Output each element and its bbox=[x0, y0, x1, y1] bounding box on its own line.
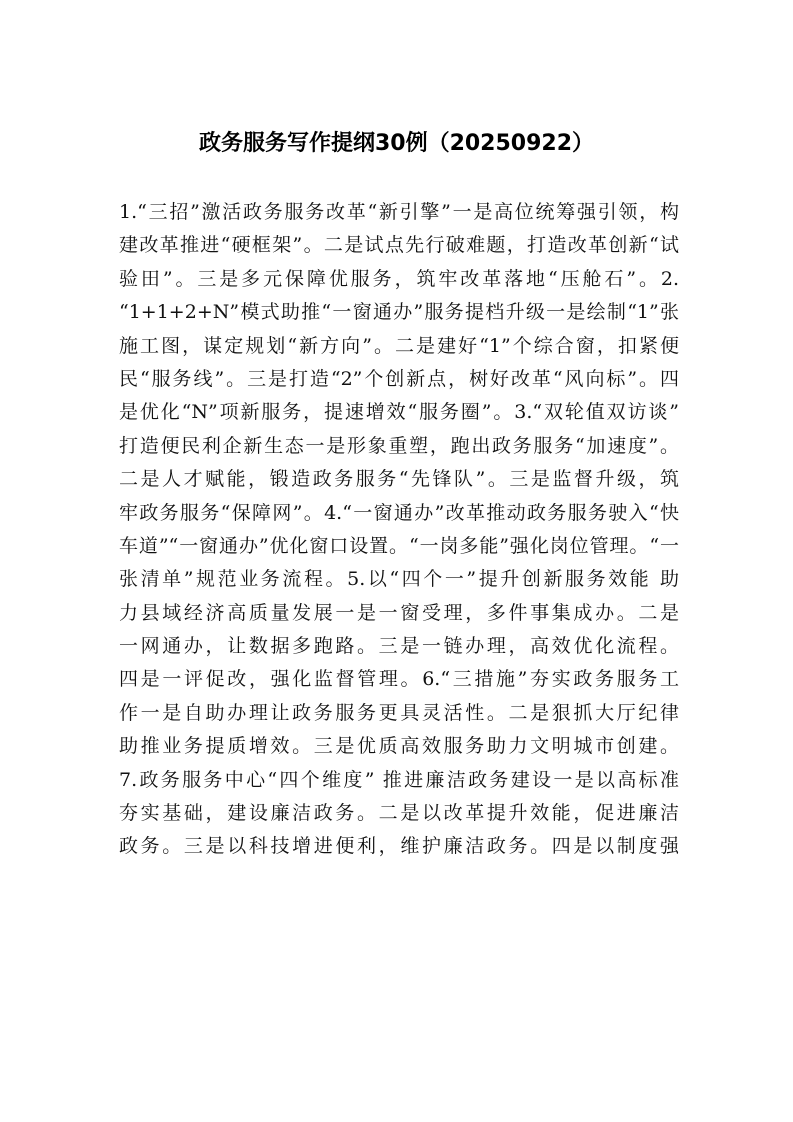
body-line: 力县域经济高质量发展一是一窗受理，多件事集成办。二是 bbox=[119, 601, 679, 624]
body-line: 施工图，谋定规划“新方向”。二是建好“1”个综合窗，扣紧便 bbox=[119, 334, 679, 357]
body-line: 助推业务提质增效。三是优质高效服务助力文明城市创建。 bbox=[119, 735, 679, 758]
body-line: “1+1+2+N”模式助推“一窗通办”服务提档升级一是绘制“1”张 bbox=[119, 301, 679, 324]
body-line: 1.“三招”激活政务服务改革“新引擎”一是高位统筹强引领，构 bbox=[119, 201, 679, 223]
document-body bbox=[119, 196, 679, 864]
body-line: 二是人才赋能，锻造政务服务“先锋队”。三是监督升级，筑 bbox=[119, 468, 679, 491]
body-line: 作一是自助办理让政务服务更具灵活性。二是狠抓大厅纪律 bbox=[119, 701, 679, 724]
body-line: 建改革推进“硬框架”。二是试点先行破难题，打造改革创新“试 bbox=[119, 234, 679, 257]
document-title: 政务服务写作提纲30例（20250922） bbox=[198, 131, 595, 156]
body-line: 牢政务服务“保障网”。4.“一窗通办”改革推动政务服务驶入“快 bbox=[119, 501, 679, 524]
body-line: 车道”“一窗通办”优化窗口设置。“一岗多能”强化岗位管理。“一 bbox=[119, 534, 679, 557]
body-line: 是优化“N”项新服务，提速增效“服务圈”。3.“双轮值双访谈” bbox=[119, 401, 679, 424]
body-line: 张清单”规范业务流程。5.以“四个一”提升创新服务效能 助 bbox=[119, 568, 679, 591]
body-line: 四是一评促改，强化监督管理。6.“三措施”夯实政务服务工 bbox=[119, 668, 679, 691]
body-line: 夯实基础，建设廉洁政务。二是以改革提升效能，促进廉洁 bbox=[119, 802, 679, 825]
body-line: 打造便民利企新生态一是形象重塑，跑出政务服务“加速度”。 bbox=[119, 434, 679, 457]
body-line: 验田”。三是多元保障优服务，筑牢改革落地“压舱石”。2. bbox=[119, 267, 679, 290]
body-line: 一网通办，让数据多跑路。三是一链办理，高效优化流程。 bbox=[119, 635, 679, 658]
body-line: 政务。三是以科技增进便利，维护廉洁政务。四是以制度强 bbox=[119, 835, 679, 858]
body-line: 7.政务服务中心“四个维度” 推进廉洁政务建设一是以高标准 bbox=[119, 768, 679, 791]
body-line: 民“服务线”。三是打造“2”个创新点，树好改革“风向标”。四 bbox=[119, 367, 679, 390]
